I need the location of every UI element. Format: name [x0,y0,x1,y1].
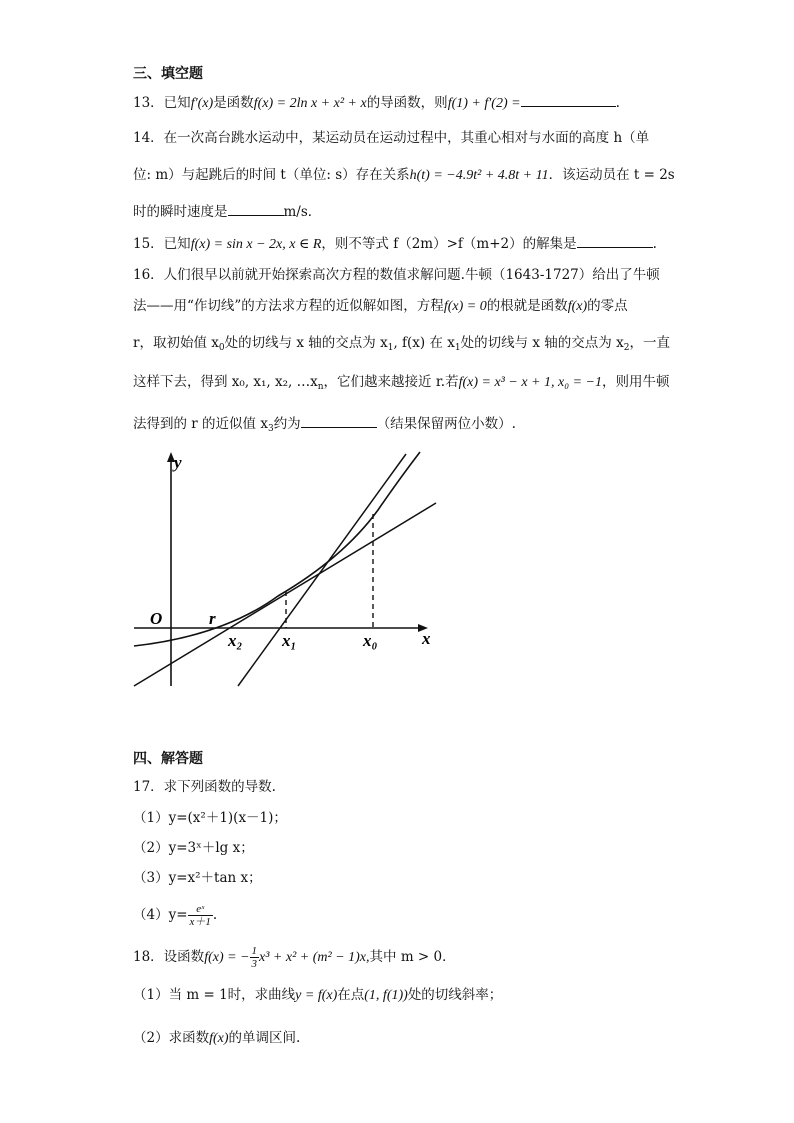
question-18-part-2 [133,1028,300,1049]
newton-method-figure [128,448,448,690]
q16-text-c: 的根就是函数 [486,298,568,314]
question-18-part-1 [133,985,502,1006]
q13-function: f(x) = 2ln x + x² + x [253,96,367,111]
q17-p4-prefix: （4）y= [133,907,188,923]
section-heading-solutions: 四、解答题 [133,751,203,767]
q16-l3-a: r，取初始值 x [133,335,219,351]
q15-function: f(x) = sin x − 2x, x ∈ R [190,237,322,252]
q18-function-b: x³ + x² + (m² − 1)x, [259,950,370,965]
question-17-part-3: （3）y=x²＋tan x； [133,870,262,886]
q16-text-a: 法——用“作切线”的方法求方程的近似解如图，方程 [133,298,444,314]
q18-frac-den: 3 [251,958,258,970]
answer-blank-16[interactable] [301,413,377,428]
q16-l3-e: ，一直 [629,335,670,351]
q14-unit: m/s． [283,204,322,220]
question-14-line-2 [133,165,675,186]
q18-prefix: 18．设函数 [133,949,205,965]
q14-formula: h(t) = −4.9t² + 4.8t + 11 [409,168,549,183]
q18-function-a: f(x) = − [204,950,250,965]
question-16-line-1: 16．人们很早以前就开始探索高次方程的数值求解问题.牛顿（1643-1727）给出了牛顿 [133,267,660,283]
question-16-line-4: 这样下去，得到 x₀, x₁, x₂, $\dots x_n$，它们越来越接近 r.若f(x) = x³ − x + 1, x₀ = −1，则用牛顿 [133,374,670,392]
q16-text-e: 的零点 [587,298,628,314]
q13-mid2: 的导函数，则 [366,95,448,111]
answer-blank-13[interactable] [521,92,616,107]
q17-p4-denominator: x＋1 [189,916,211,928]
q16-function: f(x) [567,299,588,314]
question-14-line-1: 14．在一次高台跳水运动中，某运动员在运动过程中，其重心相对与水面的高度 h（单 [133,130,650,146]
q14-text-c: ．该运动员在 t = 2s [548,167,675,183]
x1-label: x₁ [282,631,297,650]
answer-blank-15[interactable] [577,233,653,248]
q15-prefix: 15．已知 [133,236,191,252]
q18-p1-point: (1, f(1)) [364,988,408,1003]
q16-l5-b: 约为 [273,416,301,432]
question-18 [133,945,456,970]
q18-p1-curve: y = f(x) [295,988,338,1003]
section-heading-fill-in: 三、填空题 [133,66,203,82]
q14-text-d: 时的瞬时速度是 [133,204,228,220]
q13-mid: 是函数 [213,95,254,111]
question-17-part-1: （1）y=(x²＋1)(x－1)； [133,810,287,826]
y-axis-label: y [174,453,182,472]
question-17-part-4 [133,903,217,928]
answer-blank-14[interactable] [228,201,284,216]
q15-text: ，则不等式 f（2m）>f（m+2）的解集是 [321,236,577,252]
q16-equation: f(x) = 0 [443,299,487,314]
q16-l4-b: ，它们越来越接近 r.若 [323,374,459,390]
q16-l3-c: , f(x) 在 x [393,335,455,351]
question-17-part-2: （2）y=3ˣ＋lg x； [133,840,254,856]
root-r-label: r [209,609,216,628]
x-axis-label: x [422,629,431,648]
q17-p4-suffix: . [212,907,218,923]
x2-label: x₂ [228,631,243,650]
question-17-title: 17．求下列函数的导数. [133,779,276,795]
q18-p1-e: 处的切线斜率； [407,987,503,1003]
x0-label: x₀ [363,631,378,650]
question-14-line-3 [133,201,321,222]
q18-p2-function: f(x) [209,1031,229,1046]
q18-p1-a: （1）当 m = 1时，求曲线 [133,987,296,1003]
q16-l3-b: 处的切线与 x 轴的交点为 x [224,335,388,351]
question-15: 15．已知f(x) = sin x − 2x, x ∈ R，则不等式 f（2m）>f（m+2）的解集是 . [133,233,657,255]
q16-l5-a: 法得到的 r 的近似值 x [133,416,268,432]
q14-text-a: 位: m）与起跳后的时间 t（单位: s）存在关系 [133,167,410,183]
q13-prefix: 13．已知 [133,95,191,111]
q18-p2-c: 的单调区间. [228,1030,301,1046]
q13-expression: f(1) + f′(2) = [447,96,521,111]
q16-l3-d: 处的切线与 x 轴的交点为 x [460,335,624,351]
q18-condition: 其中 m > 0． [369,949,456,965]
q16-l4-a: 这样下去，得到 x₀, x₁, x₂, …x [133,374,318,390]
q16-l5-c: （结果保留两位小数）. [376,416,516,432]
question-16-line-2 [133,296,628,317]
q13-fprime: f′(x) [190,96,214,111]
q18-frac-num: 1 [251,945,258,957]
q16-l4-d: ，则用牛顿 [601,374,670,390]
q17-p4-numerator: eˣ [188,903,213,916]
question-16-line-5: 法得到的 r 的近似值 $x_3$约为 （结果保留两位小数）. [133,413,516,439]
q18-p1-c: 在点 [337,987,365,1003]
question-13: 13．已知f′(x)是函数f(x) = 2ln x + x² + x的导函数，则f(1) + f′(2) = . [133,92,620,114]
origin-label: O [150,609,163,628]
tangent-at-x0 [238,454,406,686]
q17-p4-fraction [188,903,213,928]
q16-l4-formula: f(x) = x³ − x + 1, x₀ = −1 [458,375,602,390]
q18-fraction [250,945,260,970]
question-16-line-3: r，取初始值 $x_0$处的切线与 x 轴的交点为 $x_1$, f(x) 在 $x_1$处的切线与 x 轴的交点为 $x_2$，一直 [133,335,670,353]
tangent-at-x1 [134,503,436,686]
function-curve [134,452,420,646]
q18-p2-a: （2）求函数 [133,1030,210,1046]
